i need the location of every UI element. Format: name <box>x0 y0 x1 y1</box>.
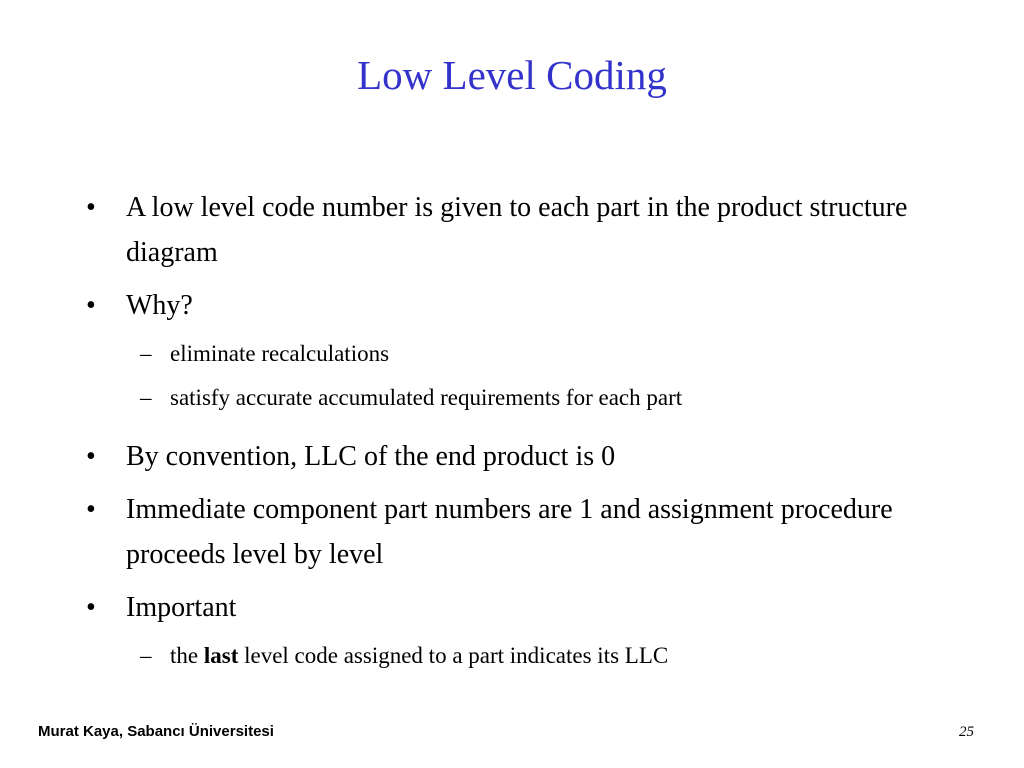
page-number: 25 <box>959 724 974 740</box>
text-after: level code assigned to a part indicates its LLC <box>244 643 669 668</box>
bullet-icon: • <box>86 290 96 321</box>
bullet-text: Why? <box>126 290 193 321</box>
bullet-item <box>86 434 966 479</box>
bullet-item <box>86 487 966 577</box>
dash-icon: – <box>140 385 152 410</box>
bullet-item <box>86 185 966 275</box>
bullet-text: Immediate component part numbers are 1 and assignment procedure proceeds level by level <box>126 494 893 570</box>
bullet-icon: • <box>86 192 96 223</box>
bullet-icon: • <box>86 592 96 623</box>
bullet-text: Important <box>126 592 237 623</box>
dash-icon: – <box>140 643 152 668</box>
footer-author: Murat Kaya, Sabancı Üniversitesi <box>38 723 274 740</box>
sub-bullet-text: eliminate recalculations <box>170 341 390 366</box>
sub-bullet-text <box>170 643 668 668</box>
slide-title: Low Level Coding <box>357 52 667 98</box>
bullet-text: A low level code number is given to each part in the product structure diagram <box>126 192 908 268</box>
bullet-item <box>86 283 966 328</box>
bullet-icon: • <box>86 441 96 472</box>
sub-bullet-item <box>86 638 966 674</box>
dash-icon: – <box>140 341 152 366</box>
bullet-item <box>86 585 966 630</box>
slide-body <box>86 185 966 682</box>
bullet-icon: • <box>86 494 96 525</box>
sub-bullet-item <box>86 336 966 372</box>
bullet-text: By convention, LLC of the end product is 0 <box>126 441 616 472</box>
text-before: the <box>170 643 199 668</box>
emphasis-text: last <box>203 643 239 668</box>
sub-bullet-item <box>86 380 966 416</box>
sub-bullet-text: satisfy accurate accumulated requirements for each part <box>170 385 683 410</box>
